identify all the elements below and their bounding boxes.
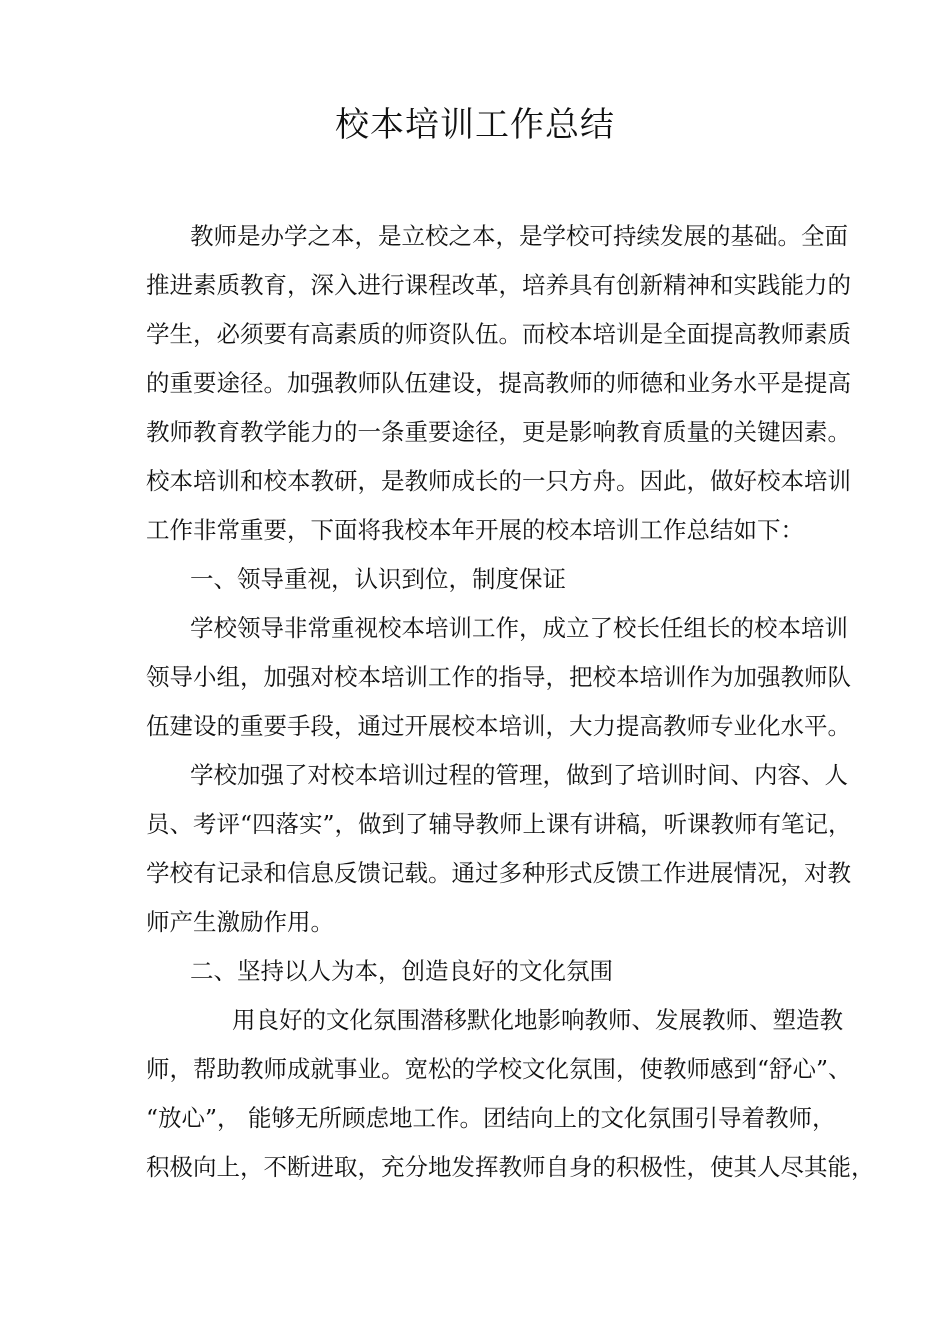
section-heading: 二、坚持以人为本，创造良好的文化氛围 xyxy=(190,957,613,985)
section-heading: 一、领导重视，认识到位，制度保证 xyxy=(190,565,566,593)
paragraph-line: 积极向上，不断进取，充分地发挥教师自身的积极性，使其人尽其能， xyxy=(146,1153,875,1181)
paragraph-line: 师，帮助教师成就事业。宽松的学校文化氛围，使教师感到“舒心”、 xyxy=(146,1055,852,1083)
document-title: 校本培训工作总结 xyxy=(335,105,615,145)
paragraph-line: 教师是办学之本，是立校之本，是学校可持续发展的基础。全面 xyxy=(190,222,848,250)
paragraph-line: 推进素质教育，深入进行课程改革，培养具有创新精神和实践能力的 xyxy=(146,271,851,299)
paragraph-line: 学校加强了对校本培训过程的管理，做到了培训时间、内容、人 xyxy=(190,761,848,789)
paragraph-line: 校本培训和校本教研，是教师成长的一只方舟。因此，做好校本培训 xyxy=(146,467,851,495)
paragraph-line: 工作非常重要，下面将我校本年开展的校本培训工作总结如下： xyxy=(146,516,804,544)
paragraph-line: 伍建设的重要手段，通过开展校本培训，大力提高教师专业化水平。 xyxy=(146,712,851,740)
document-body xyxy=(146,212,875,1192)
paragraph-line: 师产生激励作用。 xyxy=(146,908,334,936)
paragraph-line: 领导小组，加强对校本培训工作的指导，把校本培训作为加强教师队 xyxy=(146,663,851,691)
paragraph-line: 教师教育教学能力的一条重要途径，更是影响教育质量的关键因素。 xyxy=(146,418,851,446)
paragraph-line: 学校有记录和信息反馈记载。通过多种形式反馈工作进展情况，对教 xyxy=(146,859,851,887)
paragraph-line: 用良好的文化氛围潜移默化地影响教师、发展教师、塑造教 xyxy=(232,1006,843,1034)
paragraph-line: 员、考评“四落实”，做到了辅导教师上课有讲稿，听课教师有笔记， xyxy=(146,810,852,838)
paragraph-line: 学生，必须要有高素质的师资队伍。而校本培训是全面提高教师素质 xyxy=(146,320,851,348)
paragraph-line: 学校领导非常重视校本培训工作，成立了校长任组长的校本培训 xyxy=(190,614,848,642)
paragraph-line: “放心”， 能够无所顾虑地工作。团结向上的文化氛围引导着教师， xyxy=(146,1104,836,1132)
paragraph-line: 的重要途径。加强教师队伍建设，提高教师的师德和业务水平是提高 xyxy=(146,369,851,397)
